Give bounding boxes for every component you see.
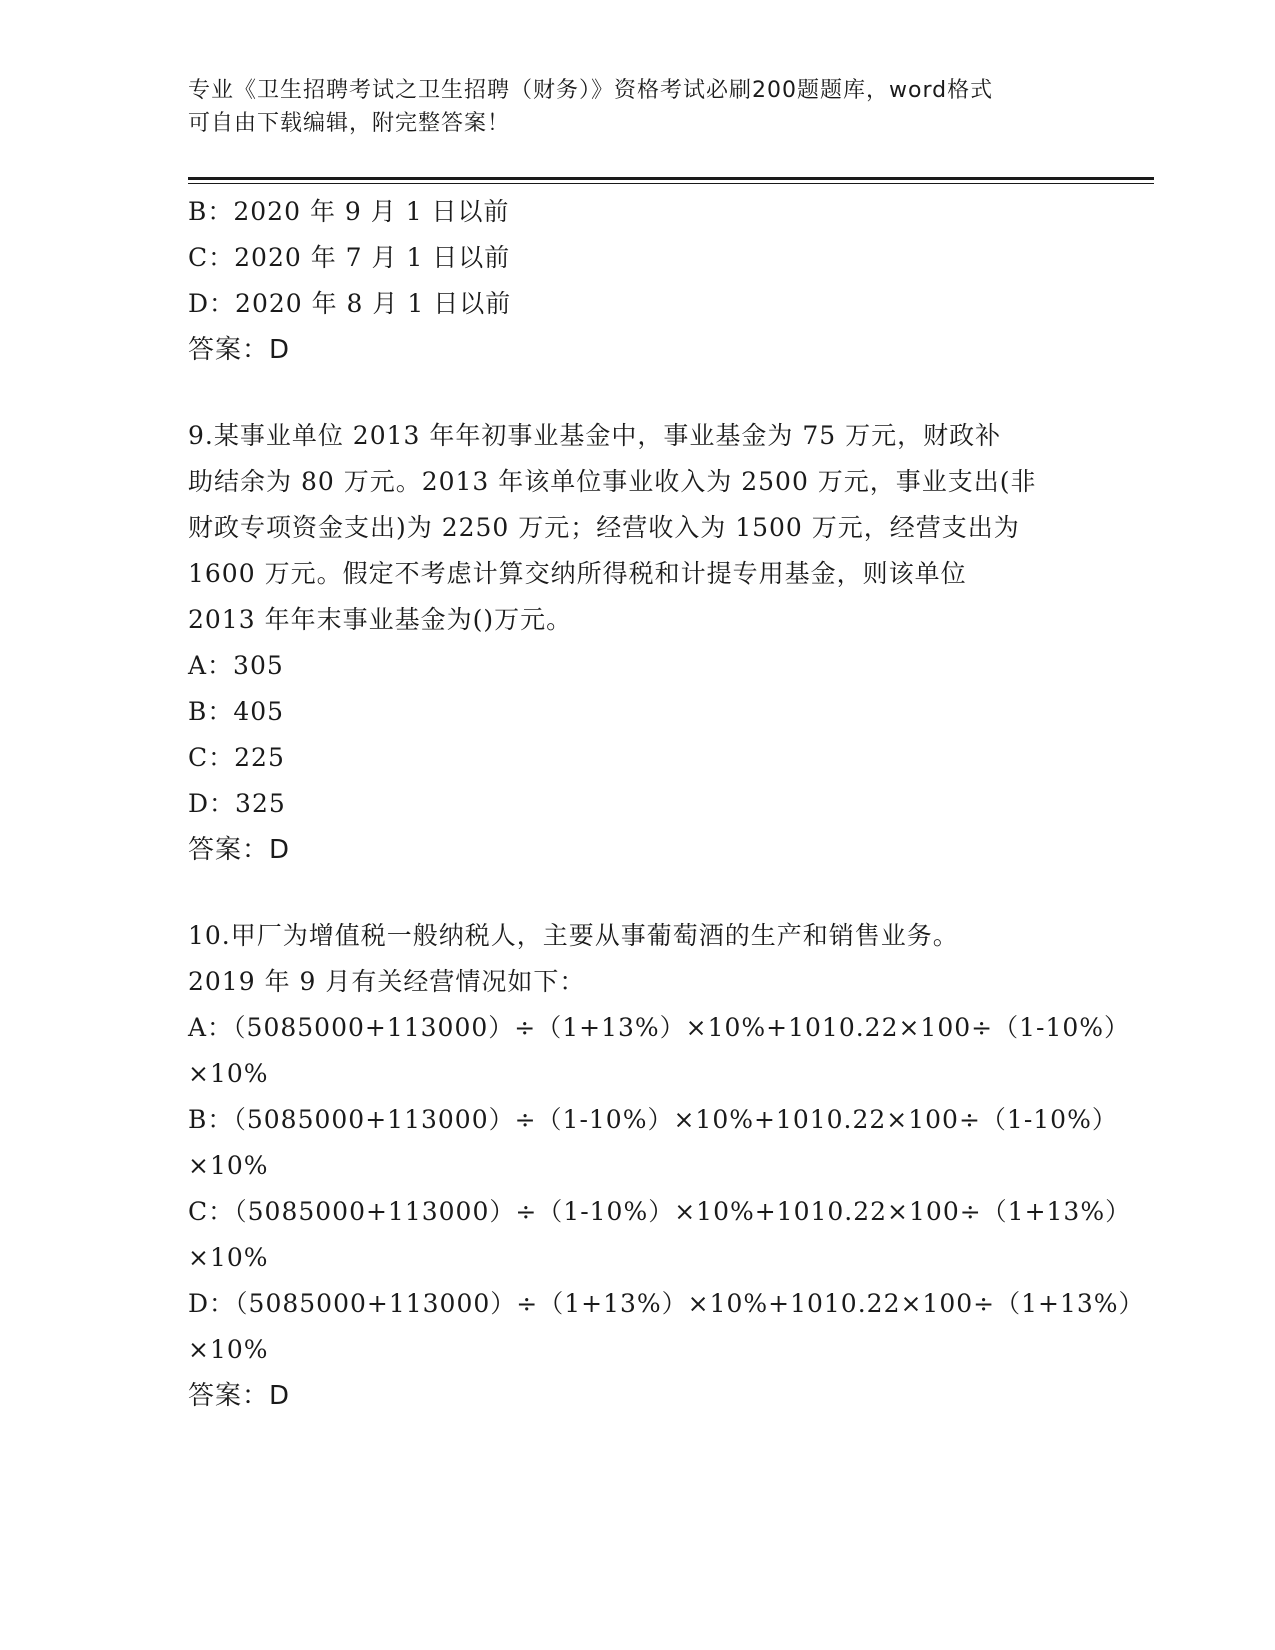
question-10 bbox=[188, 913, 1145, 1419]
question-gap bbox=[188, 373, 1088, 413]
header-divider-thick bbox=[188, 177, 1154, 180]
question-9 bbox=[188, 413, 1088, 873]
question-stem-line: 10.甲厂为增值税一般纳税人，主要从事葡萄酒的生产和销售业务。 bbox=[188, 921, 959, 950]
question-stem-line: 财政专项资金支出)为 2250 万元；经营收入为 1500 万元，经营支出为 bbox=[188, 513, 1020, 542]
question-stem-line: 1600 万元。假定不考虑计算交纳所得税和计提专用基金，则该单位 bbox=[188, 559, 967, 588]
header-divider-thin bbox=[188, 183, 1154, 184]
question-stem-line: 2019 年 9 月有关经营情况如下： bbox=[188, 967, 586, 996]
option-a: A：305 bbox=[188, 651, 284, 680]
question-stem-line: 助结余为 80 万元。2013 年该单位事业收入为 2500 万元，事业支出(非 bbox=[188, 467, 1037, 496]
option-d: D：325 bbox=[188, 789, 286, 818]
option-a: A：（5085000+113000）÷（1+13%）×10%+1010.22×100÷（1-10%） bbox=[188, 1013, 1131, 1042]
option-b-continuation: ×10% bbox=[188, 1151, 269, 1180]
option-b: B：405 bbox=[188, 697, 285, 726]
question-gap bbox=[188, 873, 1088, 913]
option-c: C：2020 年 7 月 1 日以前 bbox=[188, 243, 511, 272]
option-b: B：2020 年 9 月 1 日以前 bbox=[188, 197, 510, 226]
header-line-2: 可自由下载编辑，附完整答案！ bbox=[188, 111, 511, 136]
option-c: C：（5085000+113000）÷（1-10%）×10%+1010.22×100÷（1+13%） bbox=[188, 1197, 1132, 1226]
option-c-continuation: ×10% bbox=[188, 1243, 269, 1272]
question-8-continuation bbox=[188, 189, 1088, 373]
document-body bbox=[188, 189, 1145, 1419]
option-d: D：（5085000+113000）÷（1+13%）×10%+1010.22×100÷（1+13%） bbox=[188, 1289, 1145, 1318]
answer-line: 答案：D bbox=[188, 835, 291, 865]
option-d-continuation: ×10% bbox=[188, 1335, 269, 1364]
answer-line: 答案：D bbox=[188, 1381, 291, 1411]
question-stem-line: 9.某事业单位 2013 年年初事业基金中，事业基金为 75 万元，财政补 bbox=[188, 421, 1002, 450]
option-d: D：2020 年 8 月 1 日以前 bbox=[188, 289, 512, 318]
option-c: C：225 bbox=[188, 743, 285, 772]
option-b: B：（5085000+113000）÷（1-10%）×10%+1010.22×100÷（1-10%） bbox=[188, 1105, 1118, 1134]
document-header bbox=[188, 74, 1068, 140]
option-a-continuation: ×10% bbox=[188, 1059, 269, 1088]
question-stem-line: 2013 年年末事业基金为()万元。 bbox=[188, 605, 573, 634]
answer-line: 答案：D bbox=[188, 335, 291, 365]
header-line-1: 专业《卫生招聘考试之卫生招聘（财务）》资格考试必刷200题题库，word格式 bbox=[188, 78, 994, 103]
